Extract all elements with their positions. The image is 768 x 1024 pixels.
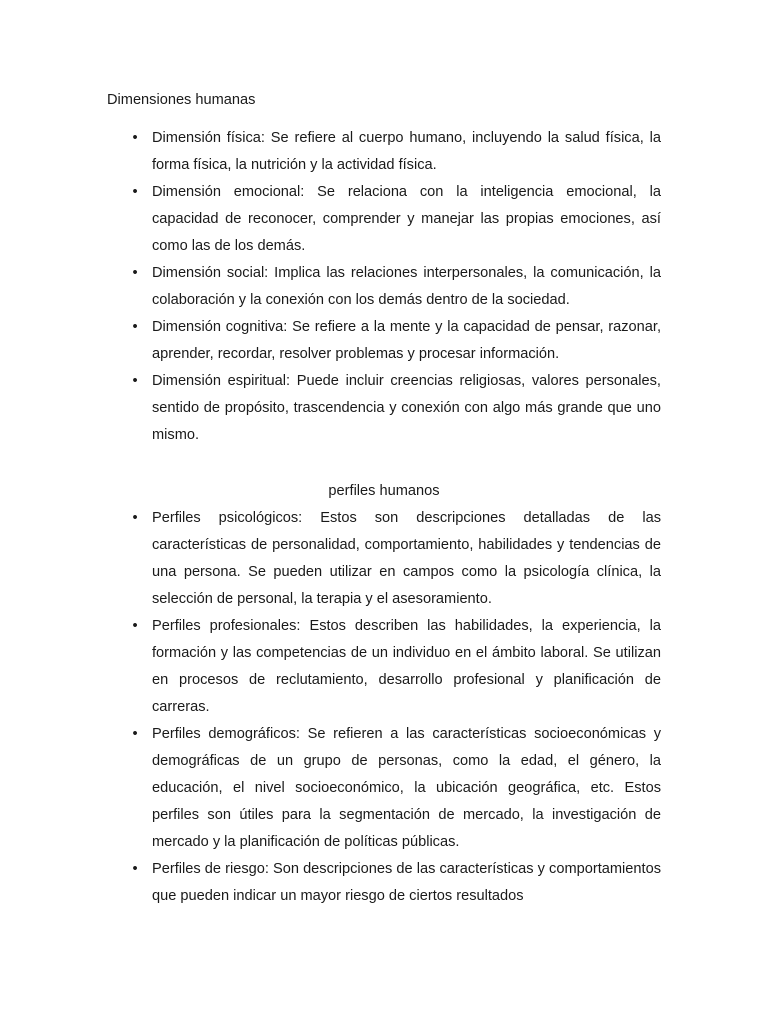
list-item-text: Dimensión social: Implica las relaciones interpersonales, la comunicación, la colaboración y la conexión con los demás dentro de la sociedad. (152, 265, 661, 308)
bullet-icon: • (132, 184, 138, 200)
list-item (107, 721, 661, 856)
bullet-icon: • (132, 319, 138, 335)
bullet-icon: • (132, 510, 138, 526)
list-item-text: Perfiles demográficos: Se refieren a las características socioeconómicas y demográficas de un grupo de personas, como la edad, el género, la educación, el nivel socioeconómico, la ubicación geográfica, etc. Estos perfiles son útiles para la segmentación de mercado, la investigación de mercado y la planificación de políticas públicas. (152, 726, 661, 850)
list-item (107, 260, 661, 314)
dimensions-list (107, 125, 661, 449)
list-item (107, 179, 661, 260)
list-item (107, 505, 661, 613)
list-item-text: Perfiles de riesgo: Son descripciones de las características y comportamientos que pueden indicar un mayor riesgo de ciertos resultados (152, 861, 661, 904)
list-item (107, 368, 661, 449)
bullet-icon: • (132, 861, 138, 877)
list-item-text: Perfiles psicológicos: Estos son descripciones detalladas de las características de personalidad, comportamiento, habilidades y tendencias de una persona. Se pueden utilizar en campos como la psicología clínica, la selección de personal, la terapia y el asesoramiento. (152, 510, 661, 607)
list-item-text: Dimensión cognitiva: Se refiere a la mente y la capacidad de pensar, razonar, aprender, recordar, resolver problemas y procesar información. (152, 319, 661, 362)
bullet-icon: • (132, 265, 138, 281)
list-item (107, 856, 661, 910)
bullet-icon: • (132, 130, 138, 146)
list-item (107, 613, 661, 721)
profiles-list (107, 505, 661, 910)
list-item-text: Dimensión física: Se refiere al cuerpo humano, incluyendo la salud física, la forma física, la nutrición y la actividad física. (152, 130, 661, 173)
bullet-icon: • (132, 373, 138, 389)
page-title: Dimensiones humanas (107, 92, 256, 108)
bullet-icon: • (132, 726, 138, 742)
list-item (107, 314, 661, 368)
list-item-text: Perfiles profesionales: Estos describen las habilidades, la experiencia, la formación y las competencias de un individuo en el ámbito laboral. Se utilizan en procesos de reclutamiento, desarrollo profesional y planificación de carreras. (152, 618, 661, 715)
list-item-text: Dimensión espiritual: Puede incluir creencias religiosas, valores personales, sentido de propósito, trascendencia y conexión con algo más grande que uno mismo. (152, 373, 661, 443)
bullet-icon: • (132, 618, 138, 634)
section-title: perfiles humanos (328, 483, 440, 499)
list-item-text: Dimensión emocional: Se relaciona con la inteligencia emocional, la capacidad de reconocer, comprender y manejar las propias emociones, así como las de los demás. (152, 184, 661, 254)
list-item (107, 125, 661, 179)
